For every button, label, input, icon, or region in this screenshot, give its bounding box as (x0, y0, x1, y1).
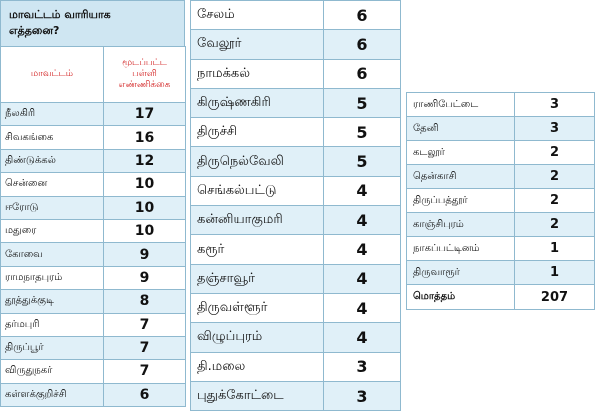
school-count: 4 (324, 264, 401, 293)
table-row (191, 118, 401, 147)
total-count: 207 (515, 285, 595, 310)
school-count: 7 (104, 336, 186, 359)
table-row (191, 381, 401, 410)
table-panel-2 (190, 0, 400, 411)
district-name: தூத்துக்குடி (1, 290, 104, 313)
school-count: 6 (324, 30, 401, 59)
district-name: திருப்பூர் (1, 336, 104, 359)
school-count: 9 (104, 243, 186, 266)
district-name: திருவள்ளூர் (191, 293, 324, 322)
district-name: தி.மலை (191, 352, 324, 381)
district-name: திருச்சி (191, 118, 324, 147)
table-row (1, 149, 186, 172)
title-line-1: மாவட்டம் வாரியாக (9, 8, 111, 21)
district-name: ஈரோடு (1, 196, 104, 219)
table-row (407, 213, 595, 237)
school-count: 2 (515, 213, 595, 237)
school-count: 7 (104, 313, 186, 336)
table-row (1, 336, 186, 359)
table-row (407, 189, 595, 213)
table-row (1, 173, 186, 196)
school-count: 10 (104, 196, 186, 219)
school-count: 3 (515, 117, 595, 141)
district-table-1 (0, 46, 186, 407)
school-count: 2 (515, 165, 595, 189)
table-row (191, 293, 401, 322)
table-row (191, 176, 401, 205)
school-count: 9 (104, 266, 186, 289)
school-count: 3 (515, 93, 595, 117)
table-row (191, 352, 401, 381)
column-header-row (1, 47, 186, 103)
table-row (1, 126, 186, 149)
district-name: ராணிபேட்டை (407, 93, 515, 117)
district-name: புதுக்கோட்டை (191, 381, 324, 410)
school-count: 3 (324, 381, 401, 410)
district-name: நாகப்பட்டினம் (407, 237, 515, 261)
table-row (407, 237, 595, 261)
district-name: வேலூர் (191, 30, 324, 59)
school-count: 6 (324, 59, 401, 88)
district-name: நாமக்கல் (191, 59, 324, 88)
school-count: 10 (104, 173, 186, 196)
school-count: 2 (515, 189, 595, 213)
table-row (191, 235, 401, 264)
district-name: காஞ்சிபுரம் (407, 213, 515, 237)
school-count: 3 (324, 352, 401, 381)
district-name: கன்னியாகுமரி (191, 206, 324, 235)
count-header-line-2: பள்ளி (132, 69, 157, 79)
table-row (1, 243, 186, 266)
district-name: தென்காசி (407, 165, 515, 189)
school-count: 6 (324, 1, 401, 30)
district-name: சென்னை (1, 173, 104, 196)
school-count: 4 (324, 235, 401, 264)
school-count: 5 (324, 118, 401, 147)
district-name: மதுரை (1, 219, 104, 242)
school-count: 8 (104, 290, 186, 313)
district-column-header: மாவட்டம் (1, 47, 104, 103)
table-panel-1 (0, 0, 185, 407)
district-name: கோவை (1, 243, 104, 266)
table-panel-3 (406, 92, 594, 310)
school-count: 17 (104, 103, 186, 126)
count-header-line-3: எண்ணிக்கை (118, 80, 171, 90)
count-column-header (104, 47, 186, 103)
table-row (191, 323, 401, 352)
district-name: திண்டுக்கல் (1, 149, 104, 172)
table-row (191, 1, 401, 30)
district-name: சேலம் (191, 1, 324, 30)
title-line-2: எத்தனை? (9, 24, 60, 37)
table-row (191, 30, 401, 59)
table-row (407, 261, 595, 285)
table-row (1, 219, 186, 242)
school-count: 5 (324, 88, 401, 117)
table-row (1, 196, 186, 219)
district-table-3 (406, 92, 595, 310)
district-name: தேனி (407, 117, 515, 141)
district-name: விருதுநகர் (1, 360, 104, 383)
district-name: கிருஷ்ணகிரி (191, 88, 324, 117)
district-name: ராமநாதபுரம் (1, 266, 104, 289)
school-count: 1 (515, 237, 595, 261)
school-count: 12 (104, 149, 186, 172)
table-title (0, 0, 185, 46)
total-row (407, 285, 595, 310)
count-header-line-1: மூடப்பட்ட (122, 58, 167, 68)
school-count: 7 (104, 360, 186, 383)
school-count: 4 (324, 206, 401, 235)
school-count: 6 (104, 383, 186, 406)
table-row (191, 59, 401, 88)
table-row (1, 290, 186, 313)
school-count: 16 (104, 126, 186, 149)
table-row (407, 93, 595, 117)
school-count: 4 (324, 176, 401, 205)
table-row (1, 360, 186, 383)
school-count: 2 (515, 141, 595, 165)
school-count: 10 (104, 219, 186, 242)
district-name: தர்மபுரி (1, 313, 104, 336)
table-row (191, 88, 401, 117)
district-name: தஞ்சாவூர் (191, 264, 324, 293)
district-name: நீலகிரி (1, 103, 104, 126)
table-row (1, 266, 186, 289)
table-row (407, 141, 595, 165)
table-row (1, 103, 186, 126)
district-name: விழுப்புரம் (191, 323, 324, 352)
school-count: 4 (324, 323, 401, 352)
district-table-2 (190, 0, 401, 411)
table-row (191, 206, 401, 235)
table-row (1, 383, 186, 406)
school-count: 1 (515, 261, 595, 285)
district-name: சிவகங்கை (1, 126, 104, 149)
table-row (407, 117, 595, 141)
school-count: 5 (324, 147, 401, 176)
school-count: 4 (324, 293, 401, 322)
table-row (407, 165, 595, 189)
table-row (191, 147, 401, 176)
district-name: கரூர் (191, 235, 324, 264)
total-label: மொத்தம் (407, 285, 515, 310)
district-name: செங்கல்பட்டு (191, 176, 324, 205)
district-name: திருப்பத்தூர் (407, 189, 515, 213)
table-row (1, 313, 186, 336)
district-name: கள்ளக்குறிச்சி (1, 383, 104, 406)
district-name: திருநெல்வேலி (191, 147, 324, 176)
district-name: திருவாரூர் (407, 261, 515, 285)
district-name: கடலூர் (407, 141, 515, 165)
table-row (191, 264, 401, 293)
